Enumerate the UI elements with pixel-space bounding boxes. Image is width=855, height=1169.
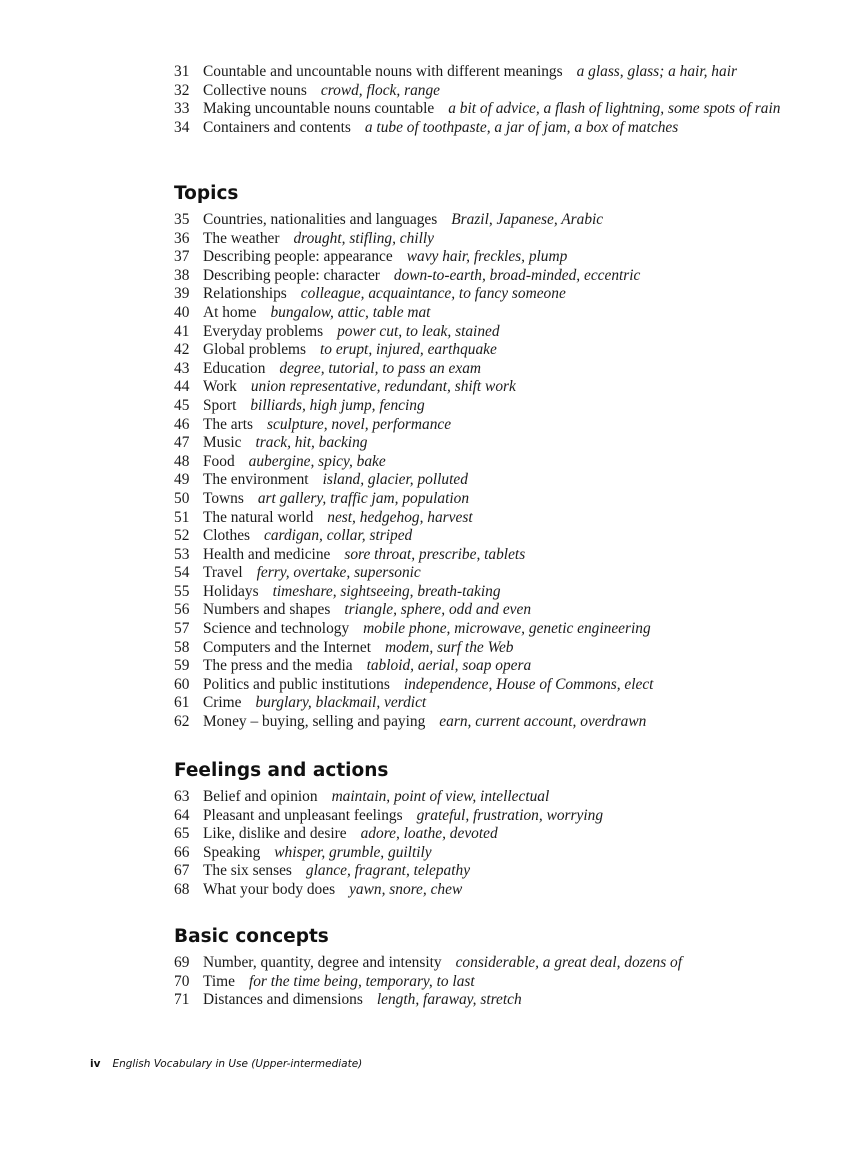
list-item — [174, 973, 824, 992]
unit-title: Global problems — [203, 341, 307, 359]
basic-concepts-entry-list — [174, 954, 824, 1010]
unit-number: 62 — [174, 713, 190, 731]
unit-number: 35 — [174, 211, 190, 228]
list-item — [174, 230, 824, 249]
unit-title: The environment — [203, 471, 309, 489]
unit-title: Like, dislike and desire — [203, 825, 347, 843]
unit-number: 58 — [174, 638, 190, 656]
unit-examples: timeshare, sightseeing, breath-taking — [272, 582, 501, 600]
unit-number: 69 — [174, 954, 190, 971]
unit-examples: union representative, redundant, shift work — [250, 378, 516, 396]
list-item — [174, 527, 824, 546]
unit-number: 51 — [174, 508, 190, 526]
unit-number: 44 — [174, 378, 190, 396]
topics-entry-list — [174, 211, 824, 732]
unit-examples: billiards, high jump, fencing — [250, 396, 425, 414]
unit-number: 48 — [174, 452, 190, 470]
unit-number: 37 — [174, 248, 190, 266]
unit-title: Time — [203, 972, 235, 990]
unit-title: Making uncountable nouns countable — [203, 100, 435, 118]
unit-title: Describing people: character — [203, 266, 380, 284]
unit-examples: burglary, blackmail, verdict — [255, 694, 427, 712]
unit-examples: bungalow, attic, table mat — [270, 303, 431, 321]
unit-examples: a tube of toothpaste, a jar of jam, a box of matches — [364, 118, 679, 136]
unit-number: 47 — [174, 434, 190, 452]
unit-examples: maintain, point of view, intellectual — [331, 788, 550, 805]
unit-title: Containers and contents — [203, 118, 351, 136]
unit-number: 68 — [174, 880, 190, 898]
unit-number: 40 — [174, 303, 190, 321]
unit-examples: island, glacier, polluted — [322, 471, 468, 489]
page-number: iv — [90, 1058, 101, 1070]
section-heading-basic-concepts: Basic concepts — [174, 926, 329, 947]
unit-number: 60 — [174, 675, 190, 693]
unit-examples: modem, surf the Web — [384, 638, 514, 656]
section-heading-feelings: Feelings and actions — [174, 760, 389, 781]
list-item — [174, 323, 824, 342]
unit-number: 71 — [174, 991, 190, 1009]
list-item — [174, 119, 824, 138]
unit-title: The arts — [203, 415, 253, 433]
unit-entry-text — [203, 100, 824, 119]
list-item — [174, 620, 824, 639]
unit-title: Relationships — [203, 285, 287, 303]
unit-number: 57 — [174, 620, 190, 638]
list-item — [174, 601, 824, 620]
unit-examples: art gallery, traffic jam, population — [257, 489, 470, 507]
unit-examples: colleague, acquaintance, to fancy someone — [300, 285, 566, 303]
list-item — [174, 583, 824, 602]
unit-title: Belief and opinion — [203, 788, 318, 805]
unit-examples: down-to-earth, broad-minded, eccentric — [393, 266, 641, 284]
list-item — [174, 63, 824, 82]
page-footer — [90, 1058, 362, 1070]
list-item — [174, 453, 824, 472]
unit-examples: drought, stifling, chilly — [293, 229, 434, 247]
unit-title: The natural world — [203, 508, 314, 526]
unit-title: The weather — [203, 229, 280, 247]
unit-examples: crowd, flock, range — [320, 81, 440, 99]
list-item — [174, 788, 824, 807]
list-item — [174, 434, 824, 453]
list-item — [174, 267, 824, 286]
unit-title: Health and medicine — [203, 545, 331, 563]
unit-number: 36 — [174, 229, 190, 247]
list-item — [174, 509, 824, 528]
unit-examples: wavy hair, freckles, plump — [406, 248, 568, 266]
list-item — [174, 564, 824, 583]
unit-number: 34 — [174, 118, 190, 136]
unit-title: Describing people: appearance — [203, 248, 393, 266]
unit-title: Towns — [203, 489, 244, 507]
unit-examples: to erupt, injured, earthquake — [320, 341, 497, 359]
unit-number: 66 — [174, 843, 190, 861]
unit-examples: length, faraway, stretch — [376, 991, 522, 1009]
list-item — [174, 285, 824, 304]
unit-number: 52 — [174, 527, 190, 545]
list-item — [174, 100, 824, 119]
list-item — [174, 694, 824, 713]
list-item — [174, 844, 824, 863]
unit-number: 70 — [174, 972, 190, 990]
unit-title: The six senses — [203, 862, 292, 880]
unit-number: 55 — [174, 582, 190, 600]
list-item — [174, 341, 824, 360]
book-title: English Vocabulary in Use (Upper-intermediate) — [112, 1058, 363, 1070]
unit-examples: grateful, frustration, worrying — [416, 806, 604, 824]
list-item — [174, 991, 824, 1010]
unit-title: Food — [203, 452, 235, 470]
unit-number: 45 — [174, 396, 190, 414]
unit-title: Holidays — [203, 582, 259, 600]
unit-title: Crime — [203, 694, 242, 712]
list-item — [174, 248, 824, 267]
unit-examples: nest, hedgehog, harvest — [327, 508, 473, 526]
unit-title: The press and the media — [203, 657, 353, 675]
list-item — [174, 471, 824, 490]
unit-number: 32 — [174, 81, 190, 99]
unit-number: 33 — [174, 100, 190, 118]
unit-title: Education — [203, 359, 266, 377]
list-item — [174, 82, 824, 101]
list-item — [174, 639, 824, 658]
unit-examples: cardigan, collar, striped — [264, 527, 413, 545]
list-item — [174, 397, 824, 416]
unit-examples: power cut, to leak, stained — [337, 322, 500, 340]
unit-title: Collective nouns — [203, 81, 307, 99]
list-item — [174, 416, 824, 435]
list-item — [174, 862, 824, 881]
intro-entry-list — [174, 63, 824, 137]
unit-examples: Brazil, Japanese, Arabic — [451, 211, 604, 228]
list-item — [174, 378, 824, 397]
unit-number: 49 — [174, 471, 190, 489]
unit-examples: a glass, glass; a hair, hair — [576, 63, 737, 80]
unit-title: Clothes — [203, 527, 251, 545]
unit-title: Travel — [203, 564, 243, 582]
unit-number: 46 — [174, 415, 190, 433]
list-item — [174, 546, 824, 565]
list-item — [174, 657, 824, 676]
unit-number: 31 — [174, 63, 190, 80]
unit-examples: independence, House of Commons, elect — [403, 675, 654, 693]
list-item — [174, 360, 824, 379]
unit-title: What your body does — [203, 880, 336, 898]
unit-examples: ferry, overtake, supersonic — [256, 564, 421, 582]
list-item — [174, 713, 824, 732]
unit-examples: for the time being, temporary, to last — [248, 972, 475, 990]
unit-title: Countries, nationalities and languages — [203, 211, 438, 228]
unit-examples: yawn, snore, chew — [349, 880, 463, 898]
unit-examples: sore throat, prescribe, tablets — [344, 545, 526, 563]
unit-number: 53 — [174, 545, 190, 563]
unit-examples: degree, tutorial, to pass an exam — [279, 359, 482, 377]
unit-title: Numbers and shapes — [203, 601, 331, 619]
unit-examples: earn, current account, overdrawn — [439, 713, 647, 731]
unit-title: Work — [203, 378, 237, 396]
unit-number: 39 — [174, 285, 190, 303]
unit-examples: mobile phone, microwave, genetic engineering — [363, 620, 651, 638]
unit-number: 59 — [174, 657, 190, 675]
unit-number: 43 — [174, 359, 190, 377]
unit-number: 56 — [174, 601, 190, 619]
unit-number: 67 — [174, 862, 190, 880]
list-item — [174, 881, 824, 900]
list-item — [174, 825, 824, 844]
unit-examples: adore, loathe, devoted — [360, 825, 498, 843]
section-heading-topics: Topics — [174, 183, 239, 204]
list-item — [174, 490, 824, 509]
unit-title: Sport — [203, 396, 237, 414]
unit-number: 61 — [174, 694, 190, 712]
unit-examples: considerable, a great deal, dozens of — [455, 954, 683, 971]
unit-examples: aubergine, spicy, bake — [248, 452, 386, 470]
unit-title: Computers and the Internet — [203, 638, 371, 656]
unit-number: 50 — [174, 489, 190, 507]
list-item — [174, 676, 824, 695]
unit-number: 65 — [174, 825, 190, 843]
unit-examples: triangle, sphere, odd and even — [344, 601, 532, 619]
list-item — [174, 954, 824, 973]
unit-title: Countable and uncountable nouns with different meanings — [203, 63, 563, 80]
unit-title: Number, quantity, degree and intensity — [203, 954, 442, 971]
unit-examples: whisper, grumble, guiltily — [274, 843, 432, 861]
unit-number: 38 — [174, 266, 190, 284]
unit-title: At home — [203, 303, 257, 321]
unit-title: Politics and public institutions — [203, 675, 390, 693]
unit-examples: glance, fragrant, telepathy — [305, 862, 471, 880]
unit-examples: sculpture, novel, performance — [267, 415, 452, 433]
list-item — [174, 304, 824, 323]
unit-title: Distances and dimensions — [203, 991, 363, 1009]
unit-examples: track, hit, backing — [255, 434, 368, 452]
unit-title: Science and technology — [203, 620, 350, 638]
list-item — [174, 211, 824, 230]
unit-title: Speaking — [203, 843, 261, 861]
unit-examples: a bit of advice, a flash of lightning, some spots of rain — [448, 100, 781, 118]
unit-title: Pleasant and unpleasant feelings — [203, 806, 403, 824]
unit-number: 54 — [174, 564, 190, 582]
feelings-entry-list — [174, 788, 824, 900]
unit-title: Music — [203, 434, 242, 452]
unit-title: Everyday problems — [203, 322, 324, 340]
unit-title: Money – buying, selling and paying — [203, 713, 426, 731]
unit-examples: tabloid, aerial, soap opera — [366, 657, 532, 675]
unit-number: 63 — [174, 788, 190, 805]
unit-number: 41 — [174, 322, 190, 340]
unit-number: 64 — [174, 806, 190, 824]
list-item — [174, 807, 824, 826]
unit-number: 42 — [174, 341, 190, 359]
